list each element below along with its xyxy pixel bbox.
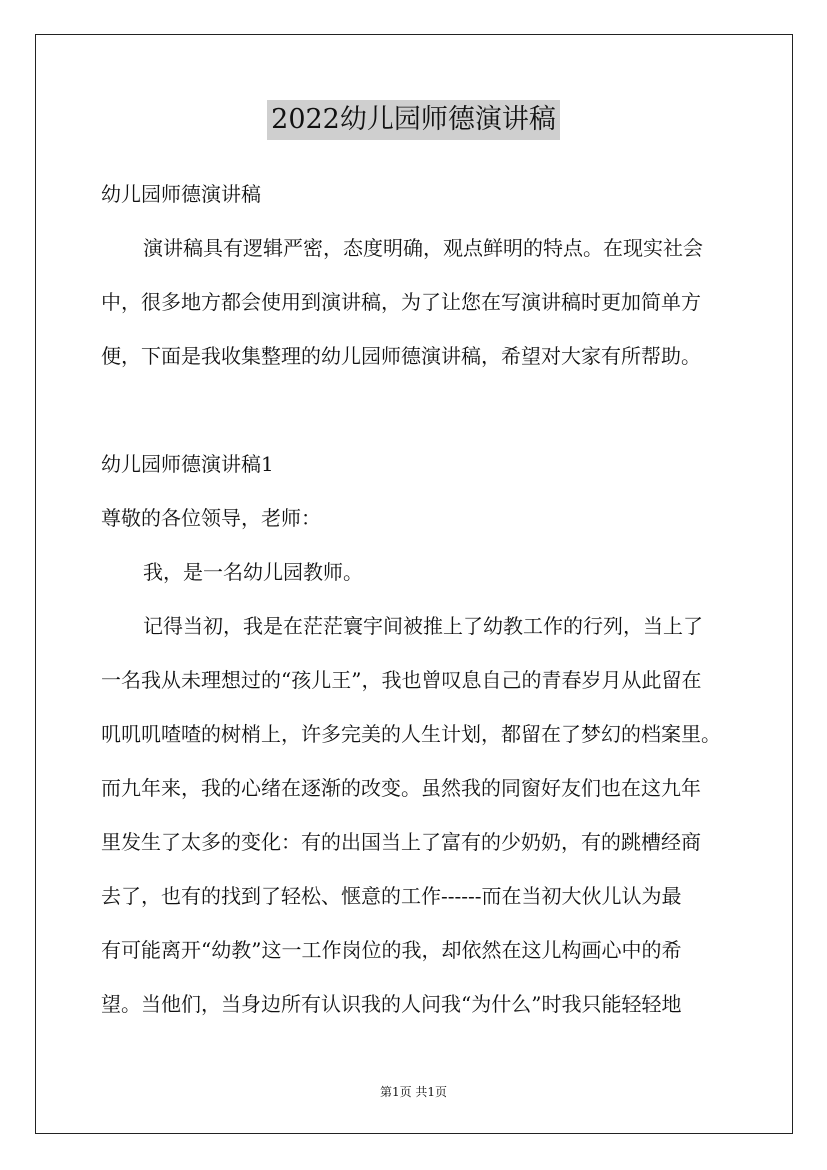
paragraph-line: 有可能离开“幼教”这一工作岗位的我，却依然在这儿构画心中的希	[101, 938, 682, 962]
document-title: 2022幼儿园师德演讲稿	[267, 100, 560, 140]
paragraph-line: 叽叽叽喳喳的树梢上，许多完美的人生计划，都留在了梦幻的档案里。	[101, 722, 721, 746]
section-heading: 幼儿园师德演讲稿	[101, 182, 261, 206]
paragraph-line: 便，下面是我收集整理的幼儿园师德演讲稿，希望对大家有所帮助。	[101, 344, 701, 368]
paragraph-line: 记得当初，我是在茫茫寰宇间被推上了幼教工作的行列，当上了	[143, 614, 703, 638]
paragraph-line: 里发生了太多的变化：有的出国当上了富有的少奶奶，有的跳槽经商	[101, 830, 701, 854]
page-number: 第1页 共1页	[379, 1085, 448, 1099]
paragraph-line: 而九年来，我的心绪在逐渐的改变。虽然我的同窗好友们也在这九年	[101, 776, 701, 800]
salutation: 尊敬的各位领导，老师：	[101, 506, 321, 530]
paragraph-line: 一名我从未理想过的“孩儿王”，我也曾叹息自己的青春岁月从此留在	[101, 668, 702, 692]
paragraph-line: 中，很多地方都会使用到演讲稿，为了让您在写演讲稿时更加简单方	[101, 290, 701, 314]
speech-heading: 幼儿园师德演讲稿1	[101, 452, 274, 476]
title-container	[0, 100, 827, 140]
paragraph-line: 演讲稿具有逻辑严密，态度明确，观点鲜明的特点。在现实社会	[143, 236, 703, 260]
paragraph-line: 我，是一名幼儿园教师。	[143, 560, 363, 584]
paragraph-line: 望。当他们，当身边所有认识我的人问我“为什么”时我只能轻轻地	[101, 992, 682, 1016]
paragraph-line: 去了，也有的找到了轻松、惬意的工作------而在当初大伙儿认为最	[101, 884, 682, 908]
